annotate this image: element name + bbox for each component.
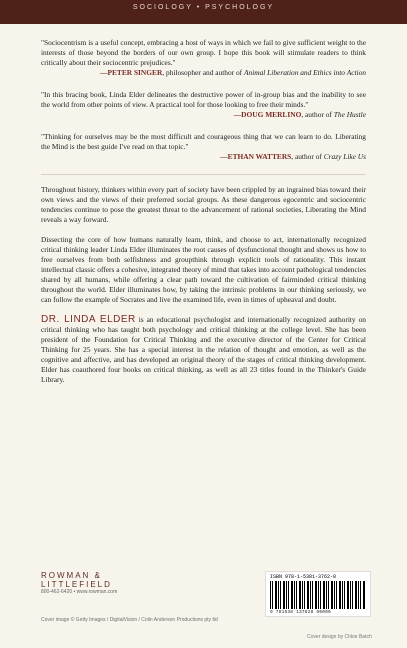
publisher-block [41, 571, 191, 596]
author-bio [41, 315, 366, 385]
quote-2 [41, 90, 366, 120]
quote-attribution: —ETHAN WATTERS, author of Crazy Like Us [220, 152, 366, 161]
cover-design-credit: Cover design by Chloe Batch [307, 634, 372, 640]
subject-header [0, 0, 407, 24]
divider [41, 174, 366, 175]
quote-attribution: —DOUG MERLINO, author of The Hustle [233, 110, 366, 119]
quote-3 [41, 132, 366, 162]
isbn-barcode [265, 571, 371, 617]
author-name: DR. LINDA ELDER [41, 314, 136, 325]
isbn-label: ISBN 978-1-5381-3762-8 [270, 574, 337, 580]
barcode-number: 9 781538 137628 90000 [270, 610, 331, 615]
quote-text: "In this bracing book, Linda Elder delineates the destructive power of in-group bias and the inability to see the world from other points of view. A practical tool for those looking to free their minds." [41, 90, 366, 109]
publisher-line-1: ROWMAN & [41, 571, 102, 580]
subject-label: SOCIOLOGY • PSYCHOLOGY [132, 4, 275, 11]
quote-text: "Thinking for ourselves may be the most difficult and courageous thing that we can learn to do. Liberating the Mind is the best guide I've read on that topic." [41, 132, 366, 151]
quote-attribution: —PETER SINGER, philosopher and author of Animal Liberation and Ethics into Action [100, 68, 366, 77]
barcode-bars [270, 581, 366, 609]
publisher-line-2: LITTLEFIELD [41, 580, 112, 589]
description-paragraph-2: Dissecting the core of how humans naturally learn, think, and choose to act, internationally recognized critical thinking leader Linda Elder illuminates the root causes of dysfunctional thought and shows us how to free ourselves from both selfishness and groupthink through explicit tools of rationality. This instant intellectual classic offers a cohesive, integrated theory of mind that takes into account pathological tendencies shared by all humans, while offering a clear path toward the cultivation of fairminded critical thinking throughout the world. Elder illuminates how, by taking the intrinsic problems in our thinking seriously, we can follow the example of Socrates and live the examined life, even in times of upheaval and doubt. [41, 235, 366, 304]
description-paragraph-1: Throughout history, thinkers within every part of society have been crippled by an ingrained bias toward their own views and the views of their preferred social groups. As these dangerous egocentric and sociocentric tendencies continue to pose the greatest threat to the advancement of rational societies, Liberating the Mind reveals a way forward. [41, 185, 366, 224]
cover-image-credit: Cover image © Getty Images / DigitalVision / Colin Anderson Productions pty ltd [41, 617, 218, 623]
back-cover-content [41, 38, 366, 385]
quote-text: "Sociocentrism is a useful concept, embracing a host of ways in which we fail to give sufficient weight to the interests of those beyond the borders of our own group. I hope this book will stimulate readers to think critically about their sociocentric prejudices." [41, 38, 366, 67]
quote-1 [41, 38, 366, 78]
publisher-contact: 800-462-6420 • www.rowman.com [41, 589, 118, 595]
author-bio-text: is an educational psychologist and internationally recognized authority on critical thinking who has taught both psychology and critical thinking at the college level. She has been president of the Foundation for Critical Thinking and the executive director of the Center for Critical Thinking for 25 years. She has a special interest in the relation of thought and emotion, as well as the cognitive and affective, and has developed an original theory of the stages of critical thinking development. Elder has coauthored four books on critical thinking, as well as all 23 titles found in the Thinker's Guide Library. [41, 315, 366, 384]
